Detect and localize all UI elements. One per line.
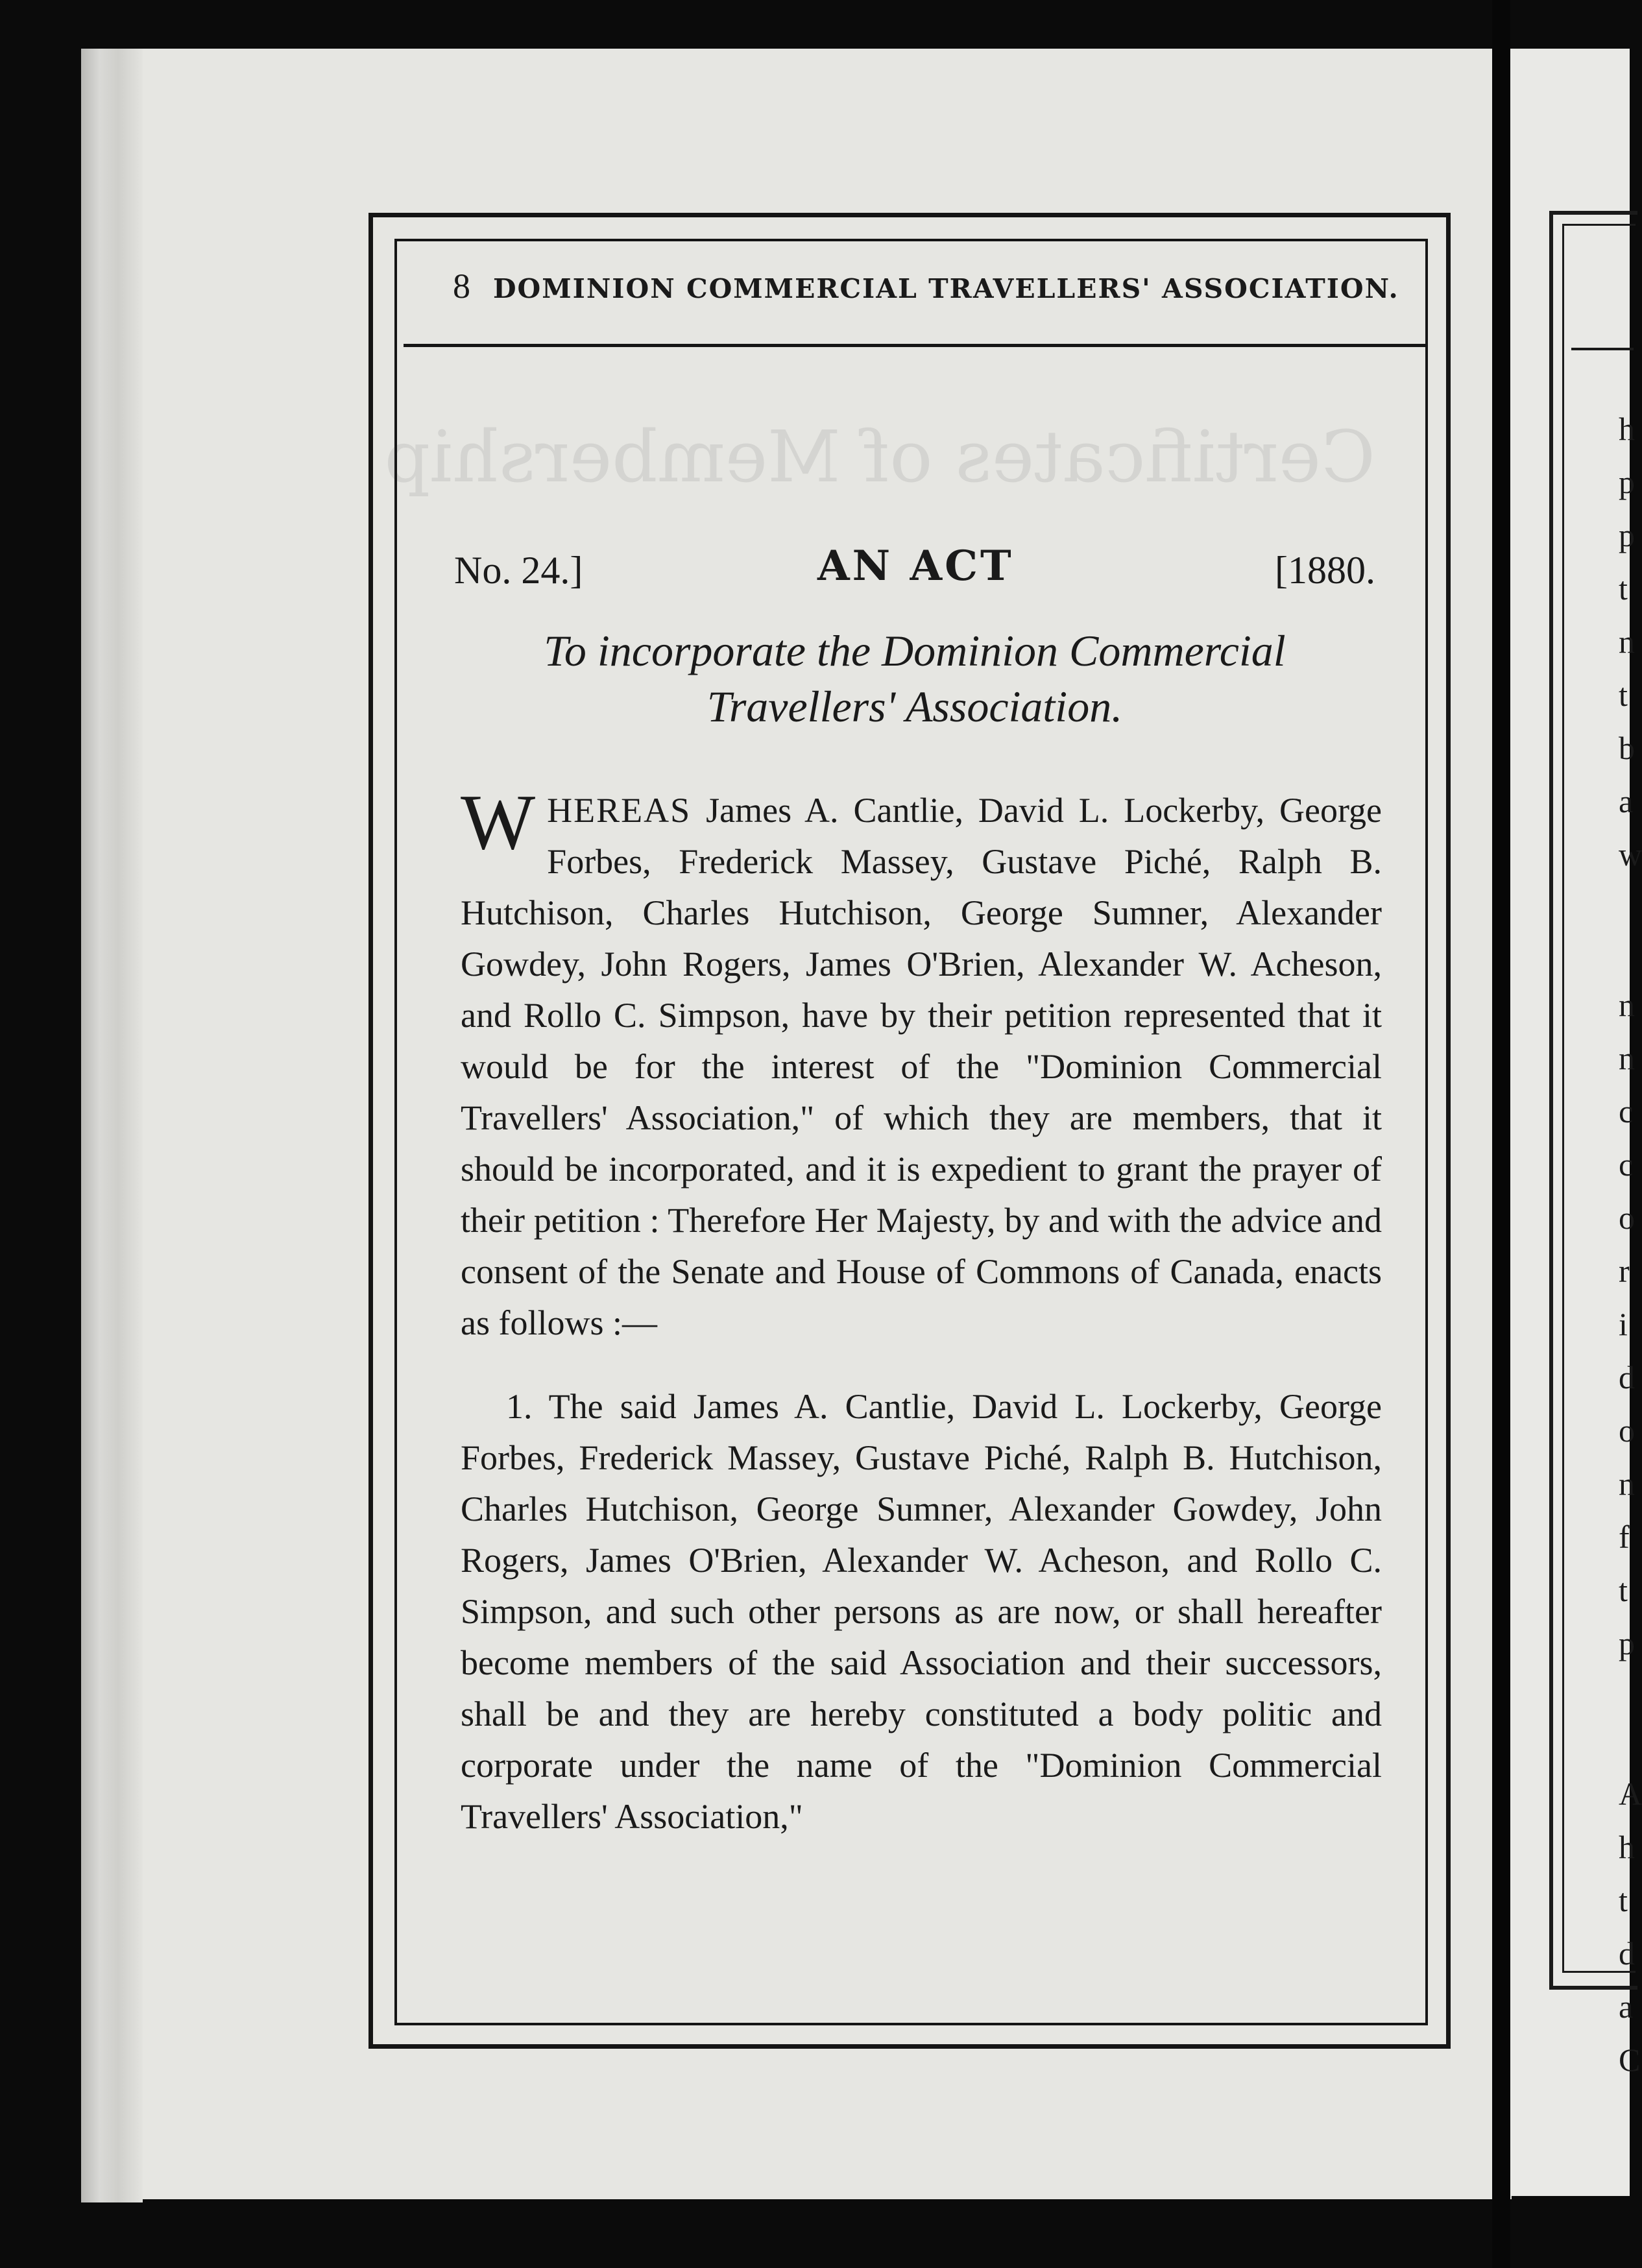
adjacent-letter: p bbox=[1619, 517, 1635, 553]
adjacent-letter: f bbox=[1619, 1519, 1630, 1555]
adjacent-letter: d bbox=[1619, 1359, 1635, 1395]
adjacent-letter: r bbox=[1619, 1253, 1630, 1289]
adjacent-gap bbox=[1619, 1670, 1630, 1767]
book-gutter bbox=[1492, 0, 1510, 2268]
act-heading: AN ACT bbox=[817, 542, 1014, 590]
adjacent-letter: t bbox=[1619, 1572, 1628, 1608]
preamble-first-word: HEREAS bbox=[547, 791, 692, 830]
act-title: To incorporate the Dominion Commercial Travellers' Association. bbox=[544, 626, 1286, 731]
act-number: No. 24.] bbox=[454, 549, 583, 592]
header-rule bbox=[404, 344, 1426, 347]
adjacent-page-rule bbox=[1571, 348, 1634, 350]
adjacent-letter: p bbox=[1619, 464, 1635, 500]
adjacent-letter: c bbox=[1619, 1146, 1634, 1183]
adjacent-letter: A bbox=[1619, 1776, 1642, 1812]
show-through-text: Certificates of Membership bbox=[384, 415, 1375, 498]
adjacent-letter: a bbox=[1619, 1988, 1634, 2025]
page-number: 8 bbox=[453, 267, 471, 306]
adjacent-letter: a bbox=[1619, 783, 1634, 819]
adjacent-letter: p bbox=[1619, 1625, 1635, 1661]
act-heading-line bbox=[454, 542, 1375, 594]
adjacent-letter: n bbox=[1619, 987, 1635, 1023]
adjacent-letter: o bbox=[1619, 1200, 1635, 1236]
adjacent-letter: d bbox=[1619, 1935, 1635, 1972]
adjacent-letter: n bbox=[1619, 1466, 1635, 1502]
act-body bbox=[461, 778, 1382, 1842]
section-text: The said James A. Cantlie, David L. Lockerby, George Forbes, Frederick Massey, Gustave Piché, Ralph B. Hutchison, Charles Hutchison, George Sumner, Alexander Gowdey, John Rogers, James O'Brien, Alexander W. Acheson, and Rollo C. Simpson, and such other persons as are now, or shall hereafter become members of the said Association and their successors, shall be and they are hereby constituted a body politic and corporate under the name of the "Dominion Commercial Travellers' Association," bbox=[461, 1387, 1382, 1836]
preamble-paragraph bbox=[461, 778, 1382, 1349]
adjacent-letter: t bbox=[1619, 677, 1628, 713]
drop-cap: W bbox=[461, 778, 536, 866]
section-1-paragraph bbox=[461, 1381, 1382, 1842]
adjacent-page-text bbox=[1619, 402, 1642, 2086]
adjacent-letter: C bbox=[1619, 2042, 1641, 2078]
running-header bbox=[453, 266, 1399, 311]
adjacent-letter: c bbox=[1619, 1093, 1634, 1129]
adjacent-letter: h bbox=[1619, 411, 1635, 447]
adjacent-letter: i bbox=[1619, 1306, 1628, 1342]
adjacent-letter: b bbox=[1619, 730, 1635, 766]
adjacent-letter: n bbox=[1619, 623, 1635, 660]
running-title: DOMINION COMMERCIAL TRAVELLERS' ASSOCIATION. bbox=[493, 273, 1399, 304]
adjacent-letter: t bbox=[1619, 570, 1628, 607]
adjacent-letter: h bbox=[1619, 1829, 1635, 1865]
adjacent-gap bbox=[1619, 881, 1630, 978]
adjacent-letter: w bbox=[1619, 836, 1642, 873]
preamble-text: James A. Cantlie, David L. Lockerby, George Forbes, Frederick Massey, Gustave Piché, Ralph B. Hutchison, Charles Hutchison, George Sumner, Alexander Gowdey, John Rogers, James O'Brien, Alexander W. Acheson, and Rollo C. Simpson, have by their petition represented that it would be for the interest of the "Dominion Commercial Travellers' Association," of which they are members, that it should be incorporated, and it is expedient to grant the prayer of their petition : Therefore Her Majesty, by and with the advice and consent of the Senate and House of Commons of Canada, enacts as follows :— bbox=[461, 791, 1382, 1342]
adjacent-letter: t bbox=[1619, 1882, 1628, 1918]
adjacent-letter: n bbox=[1619, 1040, 1635, 1076]
section-number: 1. bbox=[506, 1387, 533, 1426]
act-year: [1880. bbox=[1275, 549, 1375, 592]
adjacent-letter: o bbox=[1619, 1412, 1635, 1449]
book-edge bbox=[81, 49, 143, 2202]
